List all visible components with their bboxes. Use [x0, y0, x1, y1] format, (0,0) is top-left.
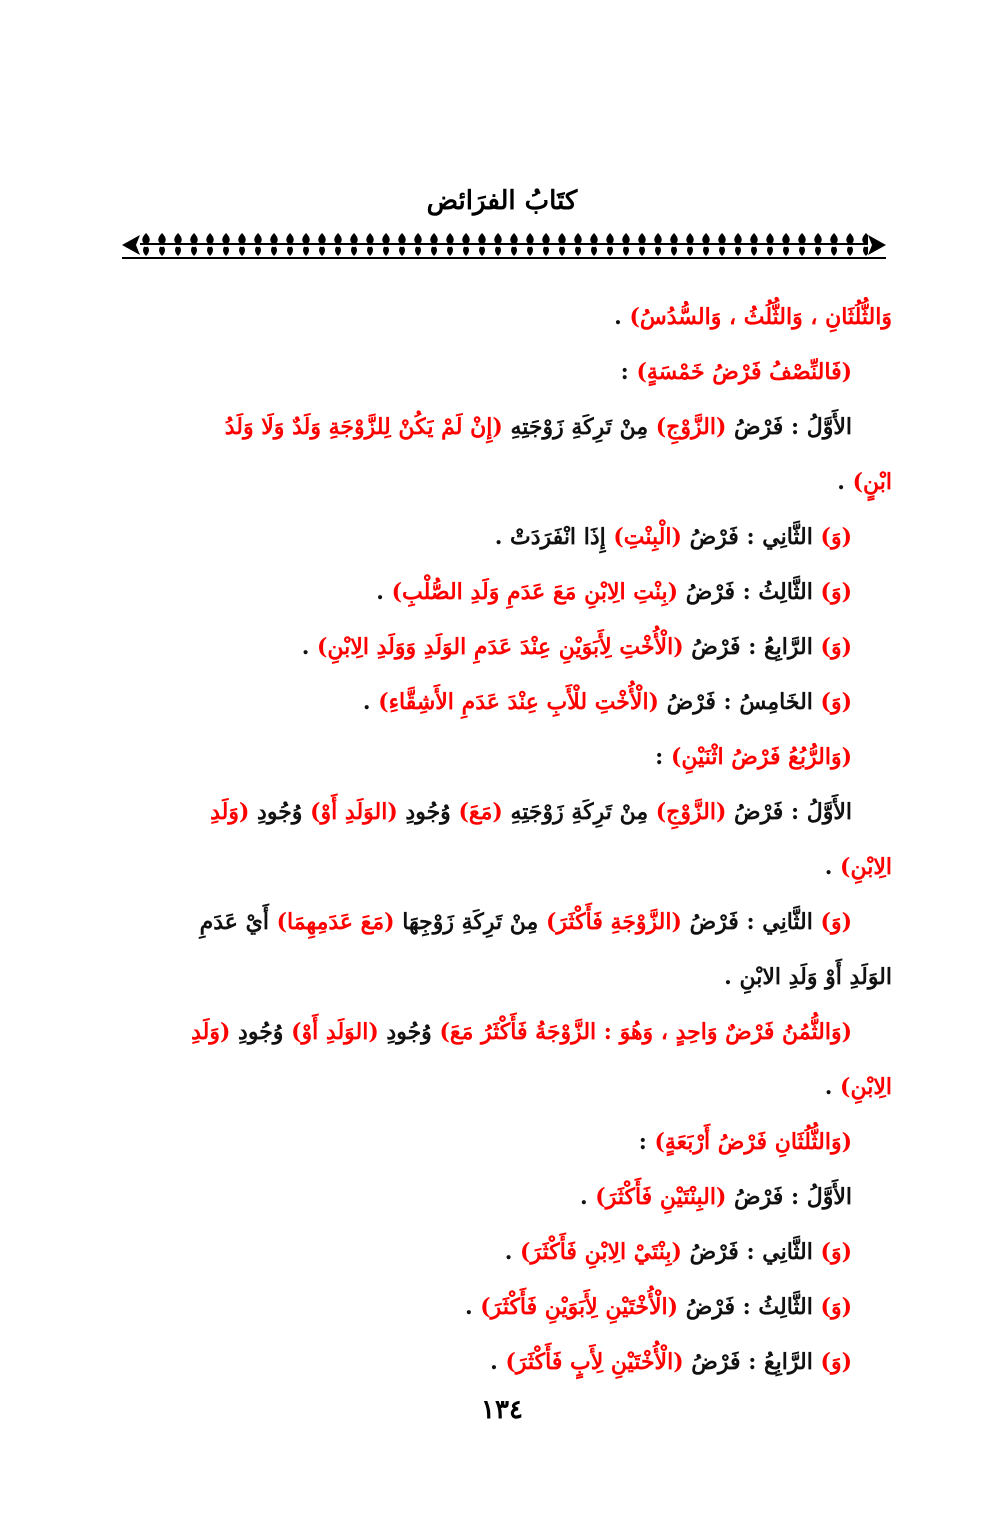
main-text	[104, 290, 892, 1390]
line-9: (وَالرُّبُعُ فَرْضُ اثْنَيْنِ) :	[655, 744, 852, 770]
line-6: (وَ) الثَّالِثُ : فَرْضُ (بِنْتِ الِابْنِ مَعَ عَدَمِ وَلَدِ الصُّلْبِ) .	[376, 579, 852, 605]
red-phrase: وَالثُّلُثَانِ ، وَالثُّلُثُ ، وَالسُّدُسُ)	[629, 304, 892, 330]
line-3: الأَوَّلُ : فَرْضُ (الزَّوْجِ) مِنْ تَرِكَةِ زَوْجَتِهِ (إِنْ لَمْ يَكُنْ لِلزَّوْجَةِ وَلَدٌ وَلَا وَلَدُ	[224, 414, 852, 440]
ornament-divider	[122, 230, 886, 260]
chapter-title: كتَابُ الفرَائض	[426, 186, 578, 216]
line-20: (وَ) الرَّابِعُ : فَرْضُ (الْأُخْتَيْنِ لِأَبٍ فَأَكْثَرَ) .	[490, 1349, 852, 1375]
line-16: (وَالثُّلُثَانِ فَرْضُ أَرْبَعَةٍ) :	[638, 1129, 852, 1155]
page-number: ١٣٤	[481, 1395, 523, 1425]
line-7: (وَ) الرَّابِعُ : فَرْضُ (الْأُخْتِ لِأَبَوَيْنِ عِنْدَ عَدَمِ الوَلَدِ وَوَلَدِ الِابْنِ) .	[301, 634, 852, 660]
line-15: الِابْنِ) .	[824, 1074, 892, 1100]
line-18: (وَ) الثَّانِي : فَرْضُ (بِنْتَيْ الِابْنِ فَأَكْثَرَ) .	[504, 1239, 852, 1265]
line-2: (فَالنِّصْفُ فَرْضُ خَمْسَةٍ) :	[620, 359, 852, 385]
line-19: (وَ) الثَّالِثُ : فَرْضُ (الْأُخْتَيْنِ لِأَبَوَيْنِ فَأَكْثَرَ) .	[464, 1294, 852, 1320]
line-8: (وَ) الخَامِسُ : فَرْضُ (الْأُخْتِ للْأَبِ عِنْدَ عَدَمِ الأَشِقَّاءِ) .	[362, 689, 852, 715]
line-14: (وَالثُّمُنُ فَرْضٌ وَاحِدٍ ، وَهُوَ : الزَّوْجَةُ فَأَكْثَرُ مَعَ) وُجُودِ (الوَلَدِ أَوْ) وُجُودِ (وَلَدِ	[191, 1019, 852, 1045]
line-12: (وَ) الثَّانِي : فَرْضُ (الزَّوْجَةِ فَأَكْثَرَ) مِنْ تَرِكَةِ زَوْجِهَا (مَعَ عَدَمِهِمَا) أَيْ عَدَمِ	[199, 909, 852, 935]
line-5: (وَ) الثَّانِي : فَرْضُ (الْبِنْتِ) إِذَا انْفَرَدَتْ .	[494, 524, 852, 550]
line-17: الأَوَّلُ : فَرْضُ (البِنْتَيْنِ فَأَكْثَرَ) .	[579, 1184, 852, 1210]
line-11: الِابْنِ) .	[824, 854, 892, 880]
line-13: الوَلَدِ أَوْ وَلَدِ الابْنِ .	[724, 964, 892, 990]
ornament-border-graphic	[122, 230, 886, 260]
line-4: ابْنٍ) .	[837, 469, 892, 495]
line-1: وَالثُّلُثَانِ ، وَالثُّلُثُ ، وَالسُّدُسُ) .	[614, 304, 892, 330]
line-10: الأَوَّلُ : فَرْضُ (الزَّوْجِ) مِنْ تَرِكَةِ زَوْجَتِهِ (مَعَ) وُجُودِ (الوَلَدِ أَوْ) وُجُودِ (وَلَدِ	[210, 799, 852, 825]
